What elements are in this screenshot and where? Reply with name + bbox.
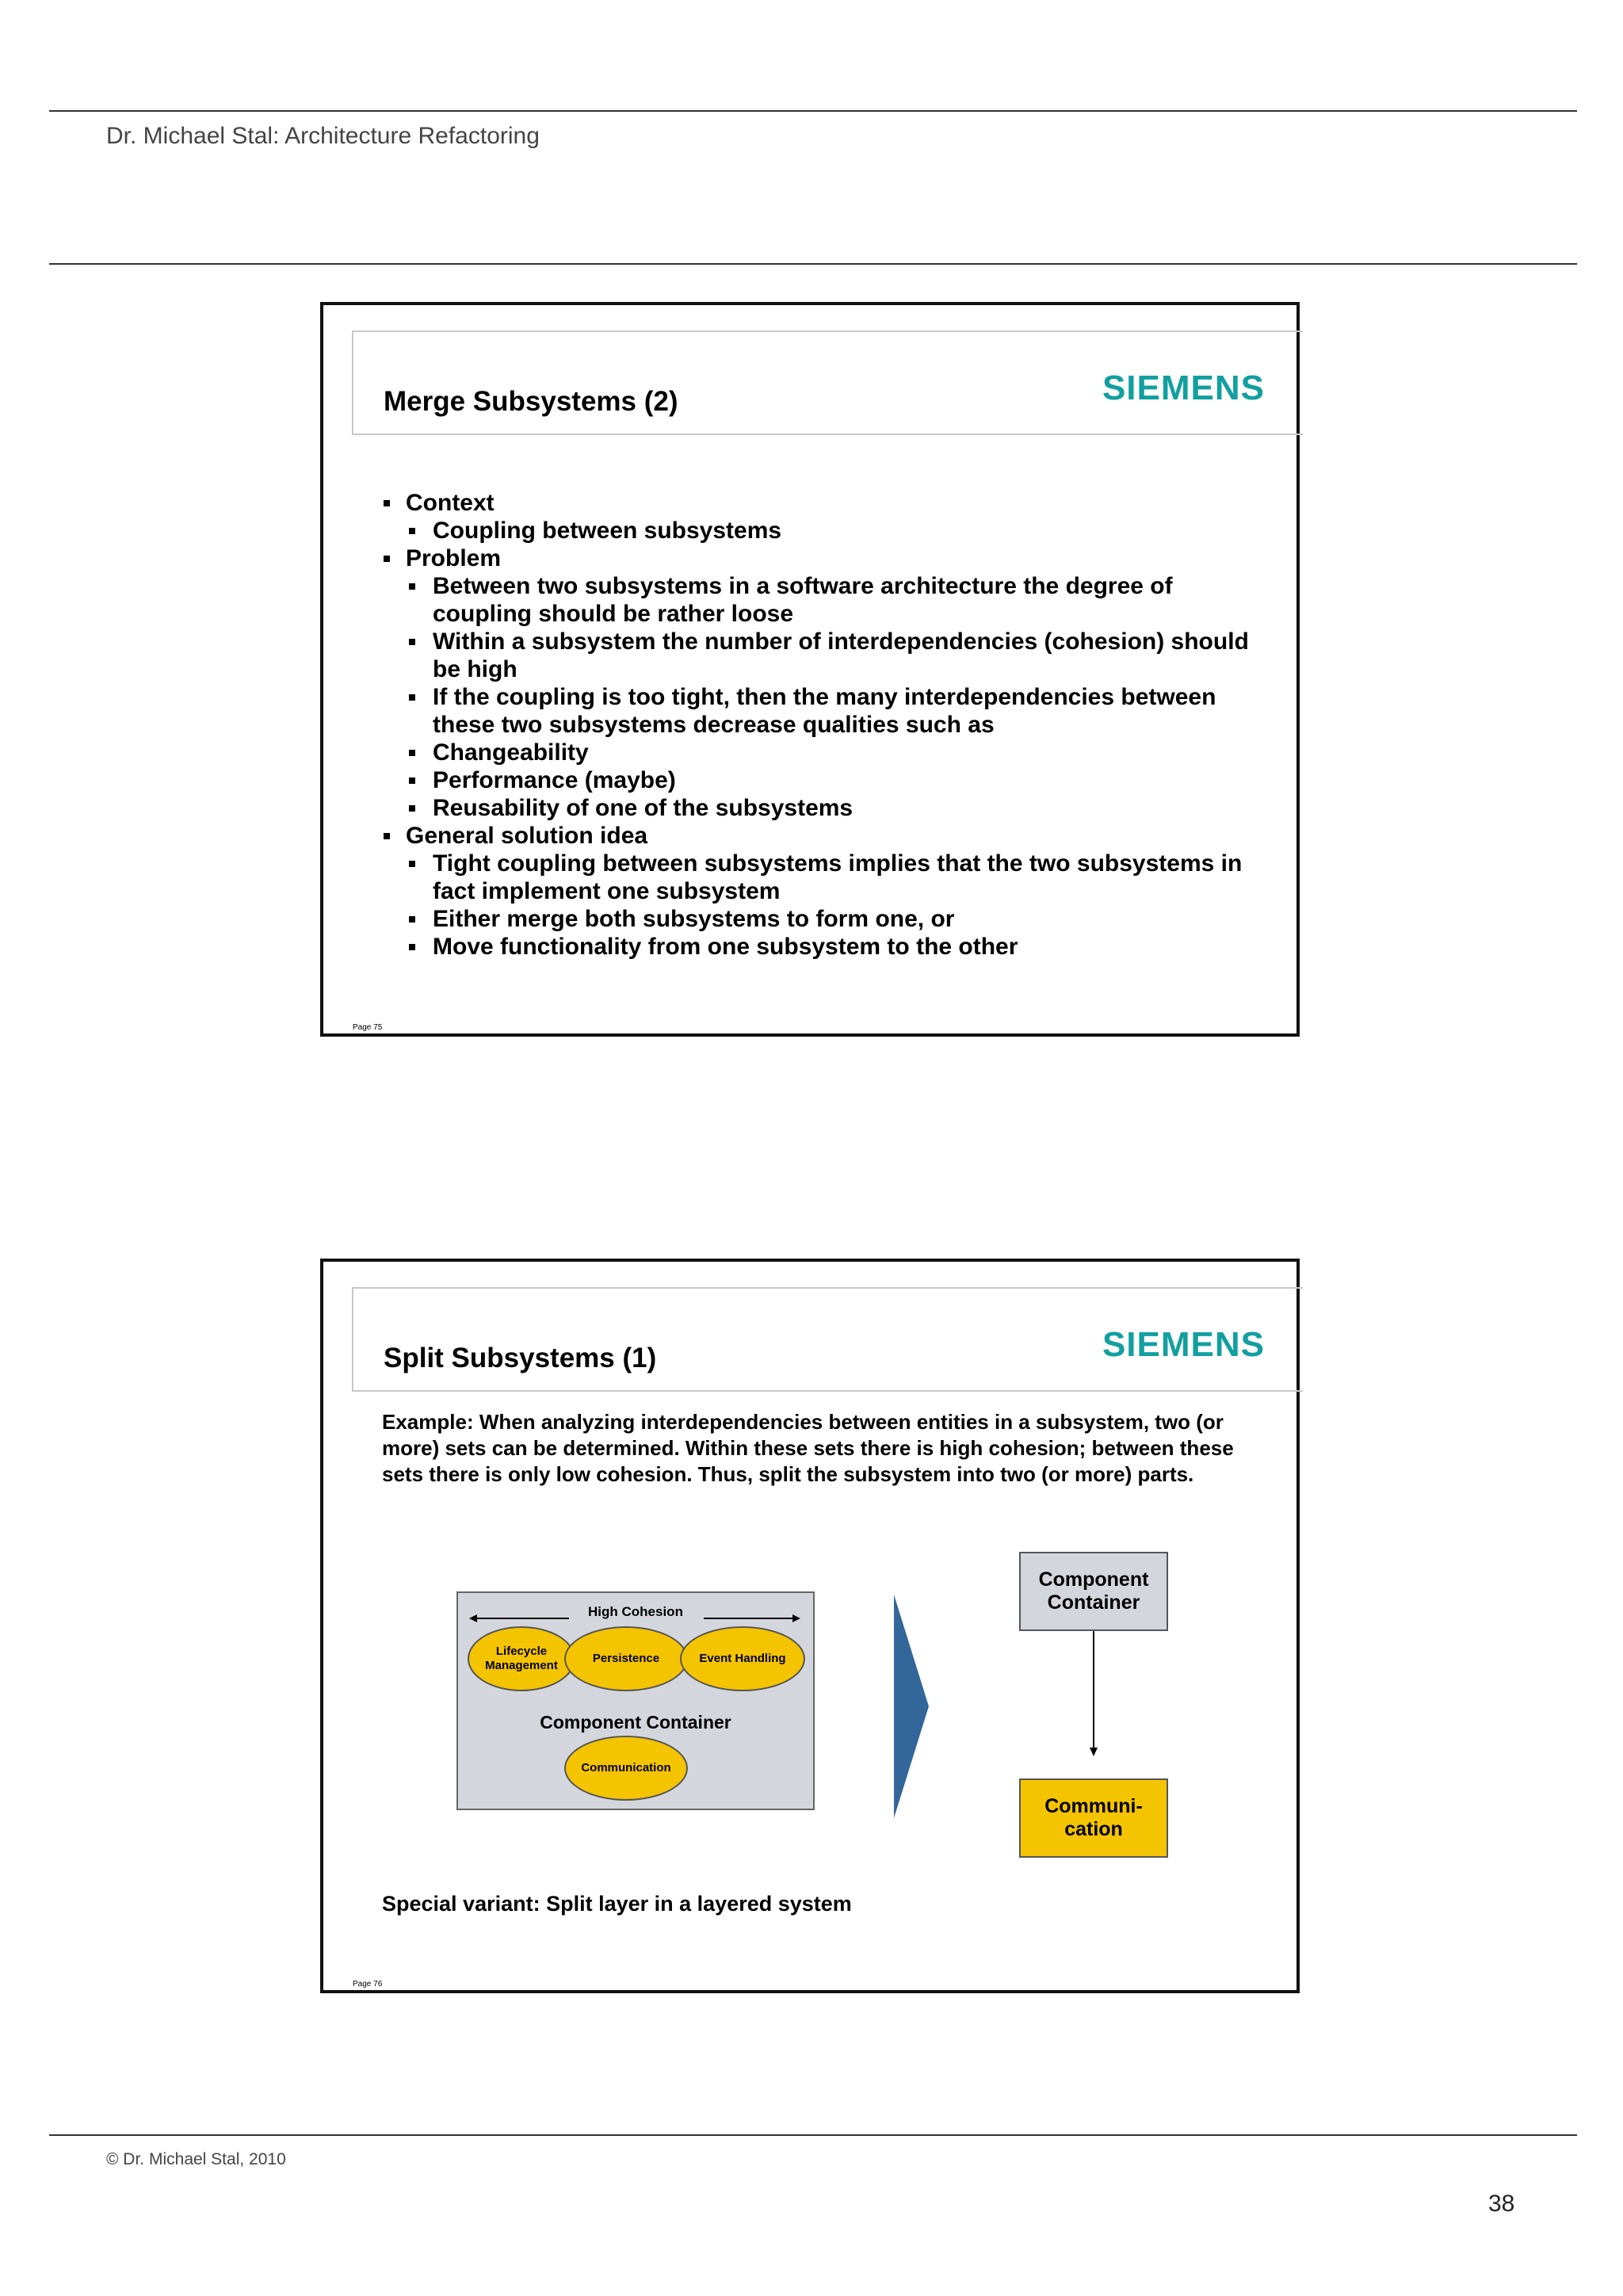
persistence-ellipse: Persistence xyxy=(564,1626,688,1691)
high-cohesion-label: High Cohesion xyxy=(588,1604,683,1619)
bullet-item: If the coupling is too tight, then the many interdependencies between these two subsystems decrease qualities such as xyxy=(382,683,1262,739)
bullet-item: Problem xyxy=(382,544,1262,572)
bullet-item: Move functionality from one subsystem to the other xyxy=(382,933,1262,961)
result-component-container-box: Component Container xyxy=(1019,1552,1168,1631)
bullet-item: Reusability of one of the subsystems xyxy=(382,794,1262,822)
slide-merge-subsystems xyxy=(320,302,1300,1037)
communication-ellipse: Communication xyxy=(564,1736,688,1801)
high-cohesion-arrow xyxy=(458,1593,813,1625)
footer-copyright: © Dr. Michael Stal, 2010 xyxy=(106,2150,286,2168)
lifecycle-management-ellipse: Lifecycle Management xyxy=(468,1626,575,1691)
header-bottom-rule xyxy=(49,263,1577,265)
slide-title: Split Subsystems (1) xyxy=(384,1343,657,1373)
slide-title: Merge Subsystems (2) xyxy=(384,386,678,417)
component-container-box xyxy=(456,1591,815,1810)
slide-title-box xyxy=(352,330,1303,435)
slide-title-box xyxy=(352,1287,1303,1392)
bullet-item: Tight coupling between subsystems implies that the two subsystems in fact implement one subsystem xyxy=(382,850,1262,905)
transform-arrow xyxy=(892,1595,932,1818)
bullet-list xyxy=(382,489,1262,961)
connector-arrow xyxy=(1086,1631,1102,1758)
top-rule xyxy=(49,110,1577,112)
event-handling-ellipse: Event Handling xyxy=(680,1626,805,1691)
result-communication-box: Communi- cation xyxy=(1019,1778,1168,1858)
bullet-item: Between two subsystems in a software architecture the degree of coupling should be rather loose xyxy=(382,572,1262,628)
bullet-item: Changeability xyxy=(382,739,1262,766)
siemens-logo: SIEMENS xyxy=(1102,1325,1265,1364)
bullet-item: Coupling between subsystems xyxy=(382,517,1262,544)
bullet-item: General solution idea xyxy=(382,822,1262,850)
page-number: 38 xyxy=(1488,2191,1515,2217)
page-header-title: Dr. Michael Stal: Architecture Refactoring xyxy=(106,123,540,149)
slide-split-subsystems xyxy=(320,1259,1300,1993)
bullet-item: Either merge both subsystems to form one, or xyxy=(382,905,1262,933)
special-variant-text: Special variant: Split layer in a layered system xyxy=(382,1892,852,1916)
slide-page-label: Page 75 xyxy=(353,1023,383,1032)
bullet-item: Context xyxy=(382,489,1262,517)
siemens-logo: SIEMENS xyxy=(1102,369,1265,407)
bullet-item: Within a subsystem the number of interdependencies (cohesion) should be high xyxy=(382,628,1262,683)
footer-rule xyxy=(49,2134,1577,2136)
example-paragraph: Example: When analyzing interdependencies between entities in a subsystem, two (or more) sets can be determined. Within these sets there is high cohesion; between these sets there is only low cohesion. Thus, split the subsystem into two (or more) parts. xyxy=(382,1410,1234,1486)
bullet-item: Performance (maybe) xyxy=(382,766,1262,794)
slide-page-label: Page 76 xyxy=(353,1980,383,1988)
component-container-label: Component Container xyxy=(540,1712,731,1733)
